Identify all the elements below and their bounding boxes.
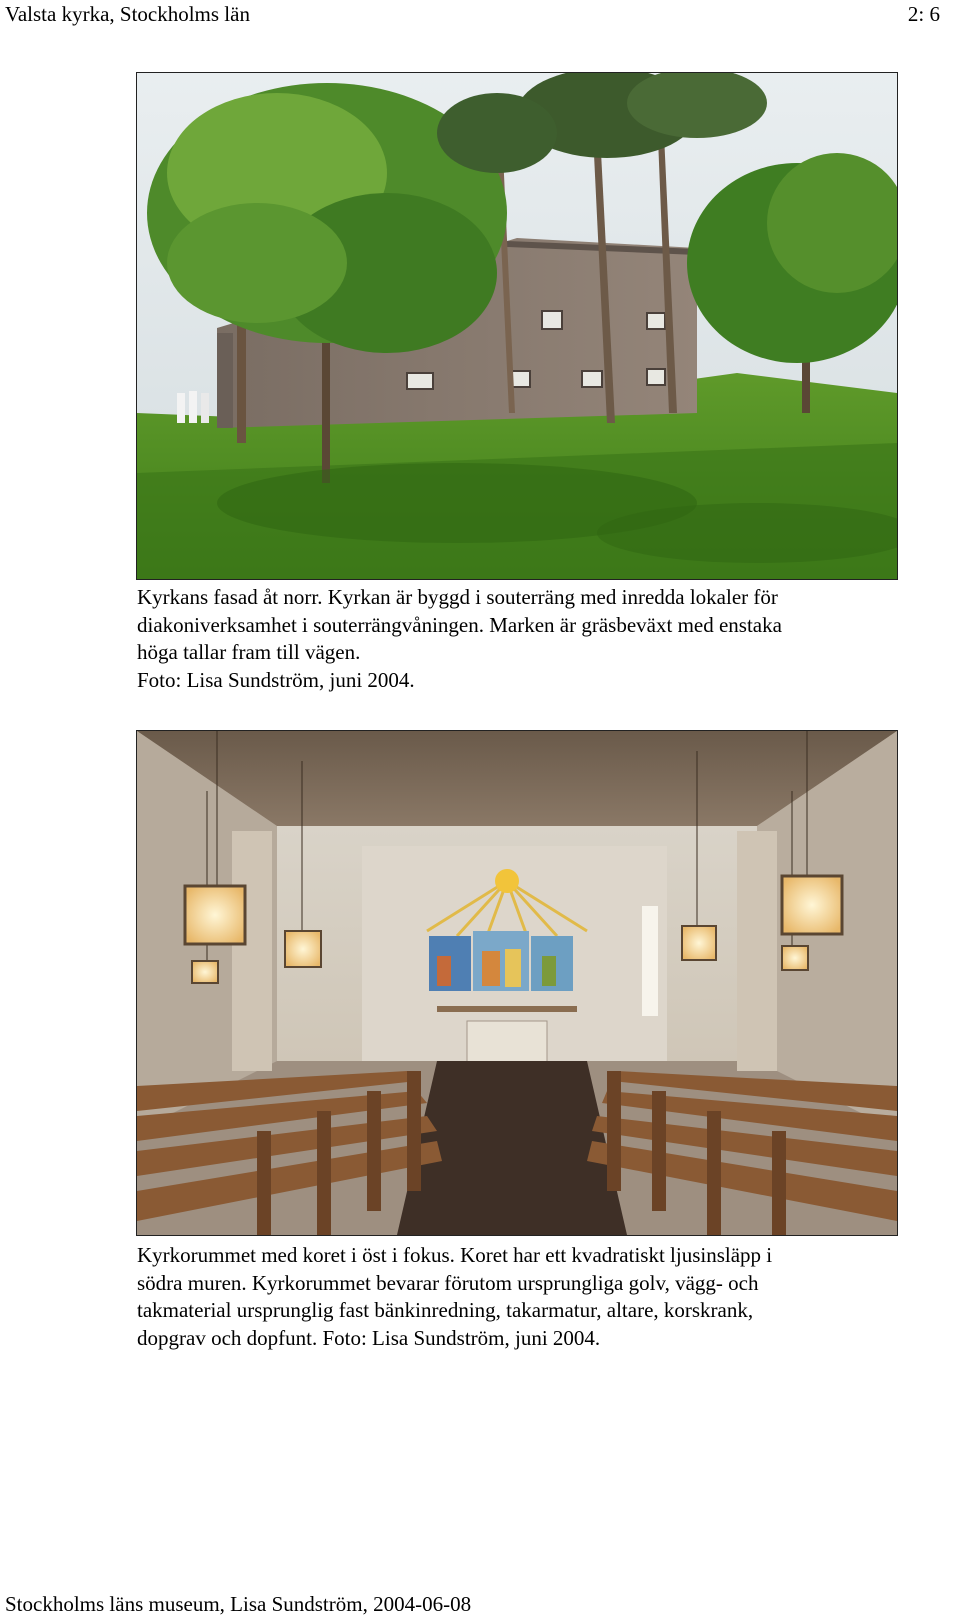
document-header-title: Valsta kyrka, Stockholms län — [5, 2, 250, 26]
caption-line: Kyrkans fasad åt norr. Kyrkan är byggd i souterräng med inredda lokaler för — [137, 585, 778, 609]
document-footer: Stockholms läns museum, Lisa Sundström, 2004-06-08 — [5, 1592, 472, 1616]
caption-line: Foto: Lisa Sundström, juni 2004. — [137, 667, 415, 692]
caption-line: höga tallar fram till vägen. — [137, 640, 361, 664]
page-number: 2: 6 — [907, 2, 940, 26]
caption-line: takmaterial ursprunglig fast bänkinredning, takarmatur, altare, korskrank, — [137, 1298, 754, 1322]
interior-photo-caption — [137, 1242, 907, 1352]
caption-line: södra muren. Kyrkorummet bevarar förutom ursprungliga golv, vägg- och — [137, 1270, 759, 1295]
church-exterior-photo — [136, 72, 898, 580]
caption-line: diakoniverksamhet i souterrängvåningen. Marken är gräsbeväxt med enstaka — [137, 612, 782, 637]
caption-line: Kyrkorummet med koret i öst i fokus. Koret har ett kvadratiskt ljusinsläpp i — [137, 1243, 773, 1267]
church-interior-photo — [136, 730, 898, 1236]
exterior-photo-caption — [137, 584, 907, 694]
caption-line: dopgrav och dopfunt. Foto: Lisa Sundström, juni 2004. — [137, 1325, 601, 1350]
